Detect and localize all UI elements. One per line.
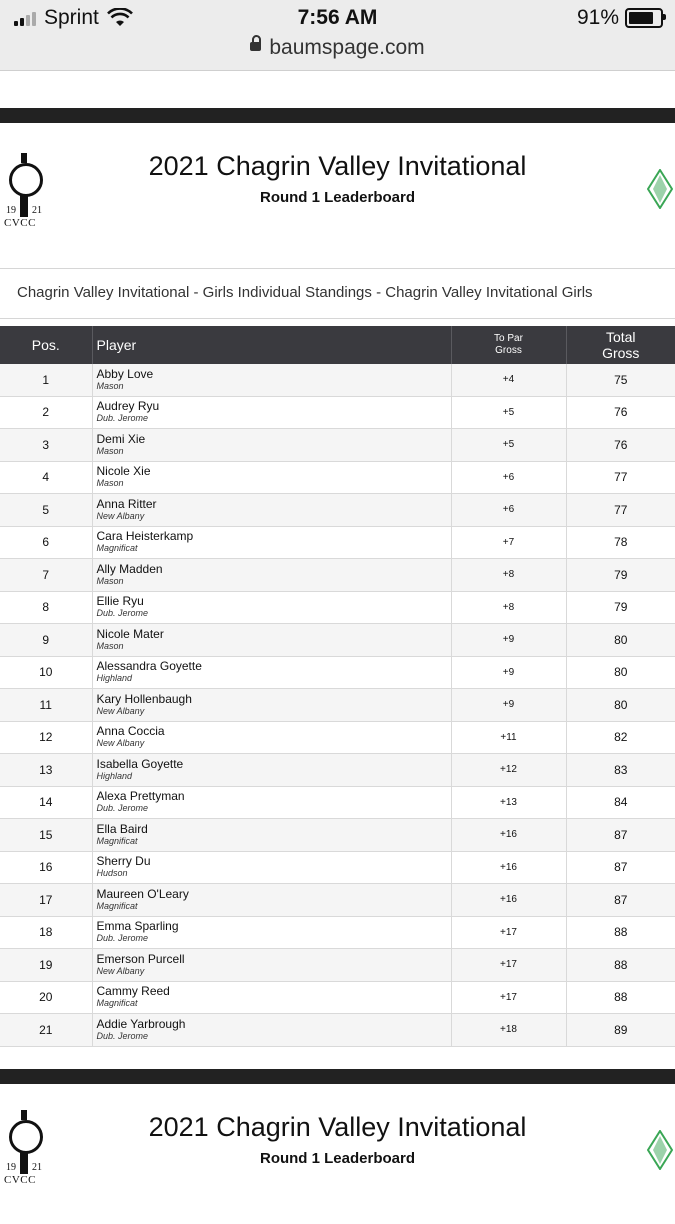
total-gross-cell: 88 [566,916,675,949]
table-row [0,786,675,819]
column-header-player[interactable]: Player [92,326,451,364]
to-par-cell: +5 [451,396,566,429]
to-par-cell: +9 [451,656,566,689]
total-gross-cell: 80 [566,656,675,689]
clock-time: 7:56 AM [297,6,378,29]
position-cell: 3 [0,429,92,462]
table-row [0,819,675,852]
table-row [0,884,675,917]
battery-percent: 91% [576,6,619,29]
to-par-cell: +4 [451,364,566,396]
total-gross-cell: 87 [566,884,675,917]
player-name[interactable]: Emma Sparling [96,919,179,934]
position-cell: 19 [0,949,92,982]
player-name[interactable]: Ella Baird [96,821,148,836]
player-name[interactable]: Alessandra Goyette [96,659,202,674]
position-cell: 5 [0,494,92,527]
to-par-cell: +13 [451,786,566,819]
table-row [0,754,675,787]
player-school: Magnificat [96,900,138,911]
player-school: Magnificat [96,998,138,1009]
battery-status [577,6,663,30]
to-par-cell: +16 [451,851,566,884]
player-cell [92,754,451,787]
green-diamond-logo-icon [647,169,673,209]
table-row [0,396,675,429]
player-cell [92,656,451,689]
table-header-row [0,326,675,364]
player-name[interactable]: Nicole Mater [96,626,164,641]
player-school: Mason [96,575,124,586]
total-gross-cell: 79 [566,559,675,592]
position-cell: 2 [0,396,92,429]
table-row [0,721,675,754]
player-cell [92,721,451,754]
total-gross-cell: 84 [566,786,675,819]
table-row [0,981,675,1014]
table-row [0,689,675,722]
total-gross-cell: 83 [566,754,675,787]
green-diamond-logo-icon [647,1130,673,1170]
player-cell [92,851,451,884]
player-cell [92,916,451,949]
table-row [0,526,675,559]
table-row [0,1014,675,1047]
position-cell: 1 [0,364,92,396]
player-school: Dub. Jerome [96,608,149,619]
player-cell [92,786,451,819]
player-cell [92,396,451,429]
player-school: Hudson [96,868,128,879]
page-title: 2021 Chagrin Valley Invitational [148,151,527,181]
to-par-cell: +17 [451,949,566,982]
player-name[interactable]: Abby Love [96,366,154,381]
position-cell: 14 [0,786,92,819]
player-cell [92,559,451,592]
player-school: New Albany [96,965,145,976]
table-row [0,624,675,657]
player-name[interactable]: Isabella Goyette [96,756,184,771]
to-par-cell: +17 [451,916,566,949]
to-par-cell: +8 [451,559,566,592]
player-cell [92,1014,451,1047]
divider [0,268,675,269]
column-header-to-par[interactable]: To Par Gross [451,326,566,364]
status-bar [0,0,675,71]
player-school: Dub. Jerome [96,803,149,814]
to-par-cell: +18 [451,1014,566,1047]
player-cell [92,981,451,1014]
position-cell: 21 [0,1014,92,1047]
url-text: baumspage.com [269,36,425,59]
position-cell: 10 [0,656,92,689]
player-name[interactable]: Anna Coccia [96,724,165,739]
divider [0,318,675,319]
player-cell [92,591,451,624]
table-row [0,656,675,689]
total-gross-cell: 87 [566,819,675,852]
table-row [0,364,675,396]
page-title-repeat: 2021 Chagrin Valley Invitational [148,1112,527,1142]
player-cell [92,429,451,462]
player-school: New Albany [96,705,145,716]
player-school: Magnificat [96,543,138,554]
player-school: Dub. Jerome [96,1030,149,1041]
player-name[interactable]: Maureen O'Leary [96,886,189,901]
player-school: Mason [96,380,124,391]
position-cell: 13 [0,754,92,787]
total-gross-cell: 77 [566,494,675,527]
position-cell: 20 [0,981,92,1014]
total-gross-cell: 77 [566,461,675,494]
player-name[interactable]: Audrey Ryu [96,399,160,414]
address-bar[interactable] [0,36,675,60]
table-row [0,461,675,494]
total-gross-cell: 76 [566,429,675,462]
player-cell [92,364,451,396]
player-name[interactable]: Ellie Ryu [96,594,144,609]
player-school: Highland [96,770,133,781]
club-clock-logo: 19 21 CVCC [6,1110,42,1186]
position-cell: 16 [0,851,92,884]
position-cell: 12 [0,721,92,754]
to-par-cell: +9 [451,624,566,657]
position-cell: 9 [0,624,92,657]
to-par-cell: +12 [451,754,566,787]
table-row [0,916,675,949]
table-row [0,591,675,624]
club-clock-logo: 19 21 CVCC [6,153,42,229]
position-cell: 7 [0,559,92,592]
total-gross-cell: 79 [566,591,675,624]
player-cell [92,494,451,527]
position-cell: 6 [0,526,92,559]
to-par-cell: +5 [451,429,566,462]
to-par-cell: +8 [451,591,566,624]
to-par-cell: +16 [451,819,566,852]
player-name[interactable]: Cara Heisterkamp [96,529,194,544]
player-school: Highland [96,673,133,684]
to-par-cell: +7 [451,526,566,559]
to-par-cell: +17 [451,981,566,1014]
player-cell [92,884,451,917]
total-gross-cell: 76 [566,396,675,429]
player-name[interactable]: Alexa Prettyman [96,789,185,804]
player-name[interactable]: Emerson Purcell [96,951,185,966]
player-name[interactable]: Anna Ritter [96,496,157,511]
total-gross-cell: 88 [566,981,675,1014]
standings-title: Chagrin Valley Invitational - Girls Individual Standings - Chagrin Valley Invitational Girls [17,284,593,301]
player-school: Magnificat [96,835,138,846]
battery-icon [625,8,663,28]
player-school: Dub. Jerome [96,413,149,424]
position-cell: 18 [0,916,92,949]
table-row [0,851,675,884]
total-gross-cell: 89 [566,1014,675,1047]
player-school: New Albany [96,738,145,749]
total-gross-cell: 87 [566,851,675,884]
page-subtitle-repeat: Round 1 Leaderboard [259,1150,416,1167]
to-par-cell: +6 [451,461,566,494]
player-cell [92,526,451,559]
page-top-divider [0,108,675,123]
section-divider [0,1069,675,1084]
to-par-cell: +16 [451,884,566,917]
player-name[interactable]: Demi Xie [96,431,146,446]
total-gross-cell: 75 [566,364,675,396]
column-header-total[interactable]: Total Gross [566,326,675,364]
player-cell [92,819,451,852]
player-cell [92,461,451,494]
lock-icon [250,42,261,51]
to-par-cell: +6 [451,494,566,527]
carrier-name: Sprint [44,6,99,29]
table-row [0,949,675,982]
column-header-pos[interactable]: Pos. [0,326,92,364]
player-school: Mason [96,445,124,456]
table-row [0,494,675,527]
leaderboard-header [0,123,675,263]
position-cell: 11 [0,689,92,722]
page-subtitle: Round 1 Leaderboard [259,189,416,206]
total-gross-cell: 88 [566,949,675,982]
player-school: Mason [96,478,124,489]
to-par-cell: +9 [451,689,566,722]
player-name[interactable]: Sherry Du [96,854,151,869]
player-cell [92,624,451,657]
player-cell [92,689,451,722]
position-cell: 4 [0,461,92,494]
player-school: Mason [96,640,124,651]
total-gross-cell: 80 [566,689,675,722]
player-school: Dub. Jerome [96,933,149,944]
player-name[interactable]: Kary Hollenbaugh [96,691,192,706]
position-cell: 8 [0,591,92,624]
total-gross-cell: 80 [566,624,675,657]
total-gross-cell: 82 [566,721,675,754]
player-school: New Albany [96,510,145,521]
player-cell [92,949,451,982]
player-name[interactable]: Cammy Reed [96,984,170,999]
position-cell: 17 [0,884,92,917]
leaderboard-header-repeat [0,1084,675,1224]
table-row [0,559,675,592]
leaderboard-table [0,326,675,1047]
player-name[interactable]: Nicole Xie [96,464,151,479]
table-row [0,429,675,462]
position-cell: 15 [0,819,92,852]
to-par-cell: +11 [451,721,566,754]
player-name[interactable]: Ally Madden [96,561,163,576]
total-gross-cell: 78 [566,526,675,559]
player-name[interactable]: Addie Yarbrough [96,1016,186,1031]
